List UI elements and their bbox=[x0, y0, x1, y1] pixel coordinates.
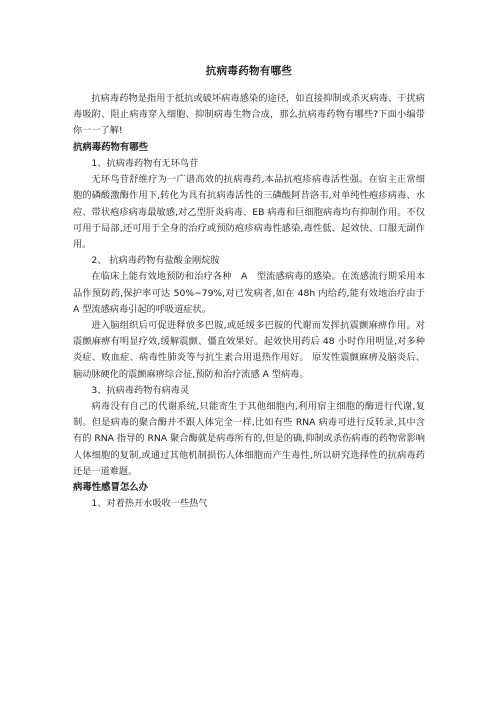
item-steam-title: 1、对着热开水吸收一些热气 bbox=[91, 498, 208, 510]
item-amantadine-text-2: 进入脑组织后可促进释放多巴胺,或延缓多巴胺的代谢而发挥抗震颤麻痹作用。对震颤麻痹有明显疗效,缓解震颤、僵直效果好。起效快用药后 48 小时作用明显,对多种炎症、败血症、病毒性肺炎等与抗生素合用退热作用好。 原发性震颤麻痹及脑炎后、脑动脉硬化的震颤麻痹综合征,预防和治疗流感 A 型病毒。 bbox=[73, 320, 425, 380]
item-acyclovir-title: 1、抗病毒药物有无环鸟苷 bbox=[91, 158, 199, 170]
document-page bbox=[73, 64, 425, 513]
item-amantadine-title: 2、 抗病毒药物有盐酸金刚烷胺 bbox=[91, 255, 220, 267]
document-title: 抗病毒药物有哪些 bbox=[205, 65, 293, 77]
section-heading-antiviral-drugs: 抗病毒药物有哪些 bbox=[73, 141, 149, 153]
section-heading-viral-cold: 病毒性感冒怎么办 bbox=[73, 482, 149, 494]
item-amantadine-text-1: 在临床上能有效地预防和治疗各种 A 型流感病毒的感染。在流感流行期采用本品作预防药,保护率可达 50%~79%,对已发病者,如在 48h 内给药,能有效地治疗由于 A 型流感病毒引起的呼吸道症状。 bbox=[73, 271, 425, 315]
item-acyclovir-text: 无环鸟苷舒维疗为一广谱高效的抗病毒药,本品抗疱疹病毒活性强。在宿主正常细胞的磷酸激酶作用下,转化为具有抗病毒活性的三磷酸阿昔洛韦,对单纯性疱疹病毒、水痘、带状疱疹病毒最敏感,对乙型肝炎病毒、EB 病毒和巨细胞病毒均有抑制作用。不仅可用于局部,还可用于全身的治疗或预防疱疹病毒性感染,毒性低、起效快、口服无副作用。 bbox=[73, 174, 425, 251]
intro-paragraph: 抗病毒药物是指用于抵抗或破坏病毒感染的途径，如直接抑制或杀灭病毒、干扰病毒吸附、阻止病毒穿入细胞、抑制病毒生物合成，那么抗病毒药物有哪些?下面小编带你一一了解! bbox=[73, 93, 425, 137]
item-moroxydine-title: 3、抗病毒药物有病毒灵 bbox=[91, 384, 190, 396]
item-moroxydine-text: 病毒没有自己的代谢系统,只能寄生于其他细胞内,利用宿主细胞的酶进行代谢,复制。但是病毒的聚合酶并不跟人体完全一样,比如有些 RNA 病毒可进行反转录,其中含有的 RNA 指导的 RNA 聚合酶就是病毒所有的,但是的确,抑制或杀伤病毒的药物常影响人体细胞的复制,或通过其他机制损伤人体细胞而产生毒性,所以研究选择性的抗病毒药还是一道难题。 bbox=[73, 401, 425, 477]
